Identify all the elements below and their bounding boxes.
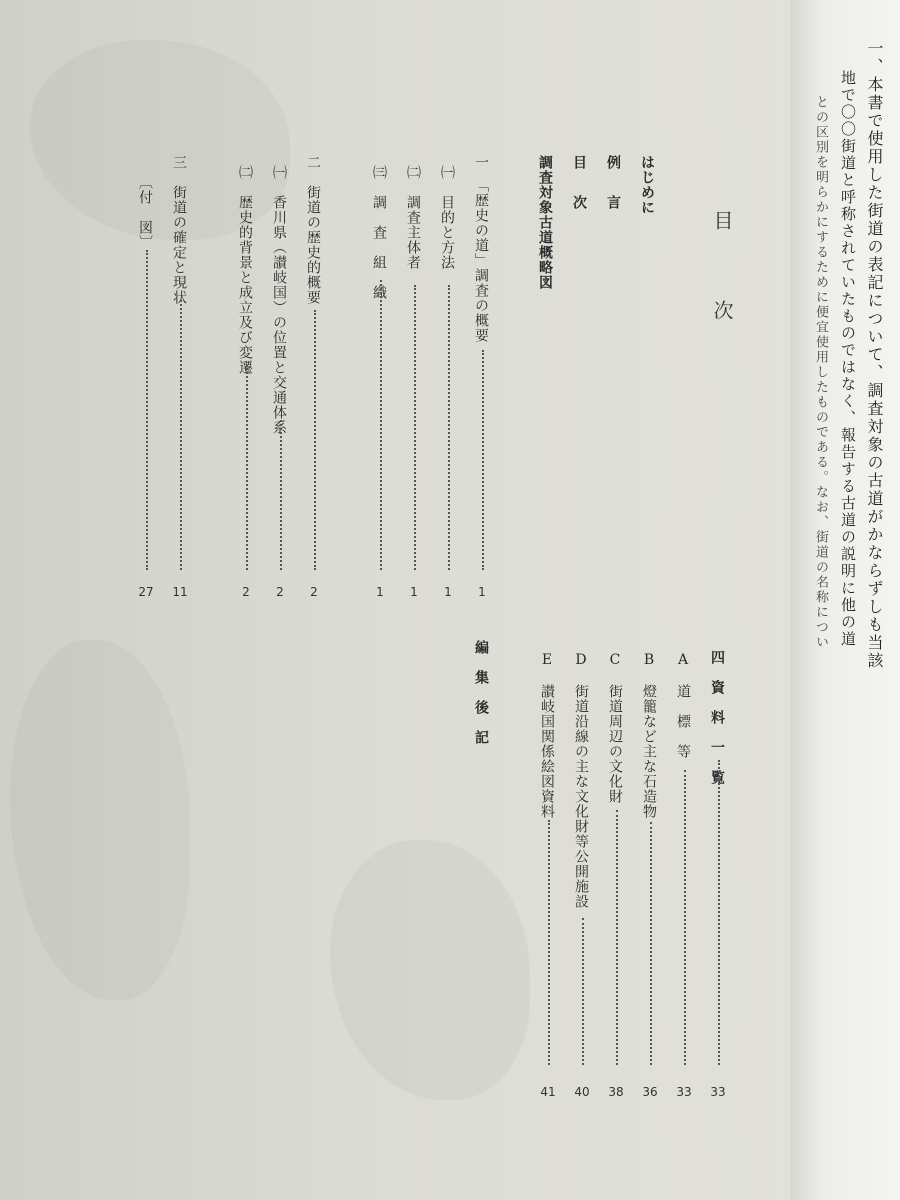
toc-entry: 三 街道の確定と現状	[171, 155, 187, 305]
toc-entry: ㈠ 香川県（讃岐国）の位置と交通体系	[271, 165, 287, 435]
toc-leader-dots	[448, 285, 450, 570]
toc-leader-dots	[684, 770, 686, 1065]
toc-page-number: 40	[574, 1085, 590, 1099]
toc-leader-dots	[280, 420, 282, 570]
toc-page-number: 11	[172, 585, 188, 599]
toc-page-number: 38	[608, 1085, 624, 1099]
page-title: 目次	[710, 210, 734, 390]
toc-entry: C 街道周辺の文化財	[607, 652, 623, 804]
toc-page-number: 1	[478, 585, 486, 599]
toc-entry: B 燈籠など主な石造物	[641, 652, 657, 819]
toc-entry: 四 資 料 一 覧	[709, 650, 725, 785]
background-map-shape	[330, 840, 530, 1100]
note-line: 地で〇〇街道と呼称されていたものではなく、報告する古道の説明に他の道	[839, 70, 857, 648]
toc-leader-dots	[548, 820, 550, 1065]
note-line: との区別を明らかにするために便宜使用したものである。なお、街道の名称につい	[813, 95, 828, 650]
toc-entry: 〔付 図〕	[137, 175, 153, 250]
toc-entry: A 道 標 等	[675, 652, 691, 759]
toc-page-number: 27	[138, 585, 154, 599]
toc-entry: ㈢ 調 査 組 織	[371, 165, 387, 300]
toc-leader-dots	[582, 918, 584, 1065]
toc-afterword: 編 集 後 記	[473, 640, 489, 745]
toc-leader-dots	[482, 350, 484, 570]
toc-page-number: 36	[642, 1085, 658, 1099]
toc-leader-dots	[314, 310, 316, 570]
toc-page-number: 2	[276, 585, 284, 599]
toc-page-number: 2	[242, 585, 250, 599]
toc-entry: 一 「歴史の道」調査の概要	[473, 155, 489, 343]
toc-leader-dots	[180, 300, 182, 570]
note-line: 一、本書で使用した街道の表記について、調査対象の古道がかならずしも当該	[865, 40, 884, 670]
toc-leader-dots	[414, 285, 416, 570]
toc-page-number: 2	[310, 585, 318, 599]
toc-entry: ㈡ 歴史的背景と成立及び変遷	[237, 165, 253, 375]
toc-entry: E 讃岐国関係絵図資料	[539, 652, 555, 819]
toc-page-number: 41	[540, 1085, 556, 1099]
toc-page-number: 33	[710, 1085, 726, 1099]
toc-entry: 二 街道の歴史的概要	[305, 155, 321, 305]
toc-leader-dots	[246, 365, 248, 570]
toc-front-item: 目 次	[571, 155, 587, 215]
toc-page-number: 1	[376, 585, 384, 599]
toc-leader-dots	[380, 280, 382, 570]
toc-entry: ㈡ 調査主体者	[405, 165, 421, 270]
toc-leader-dots	[146, 250, 148, 570]
toc-page-number: 1	[444, 585, 452, 599]
background-map-shape	[10, 640, 190, 1000]
toc-page-number: 33	[676, 1085, 692, 1099]
toc-entry: D 街道沿線の主な文化財等公開施設	[573, 652, 589, 909]
toc-front-item: はじめに	[639, 155, 655, 215]
toc-front-item: 例 言	[605, 155, 621, 215]
toc-front-item: 調査対象古道概略図	[537, 155, 553, 290]
toc-leader-dots	[616, 810, 618, 1065]
toc-entry: ㈠ 目的と方法	[439, 165, 455, 270]
toc-leader-dots	[650, 822, 652, 1065]
toc-leader-dots	[718, 760, 720, 1065]
toc-page-number: 1	[410, 585, 418, 599]
